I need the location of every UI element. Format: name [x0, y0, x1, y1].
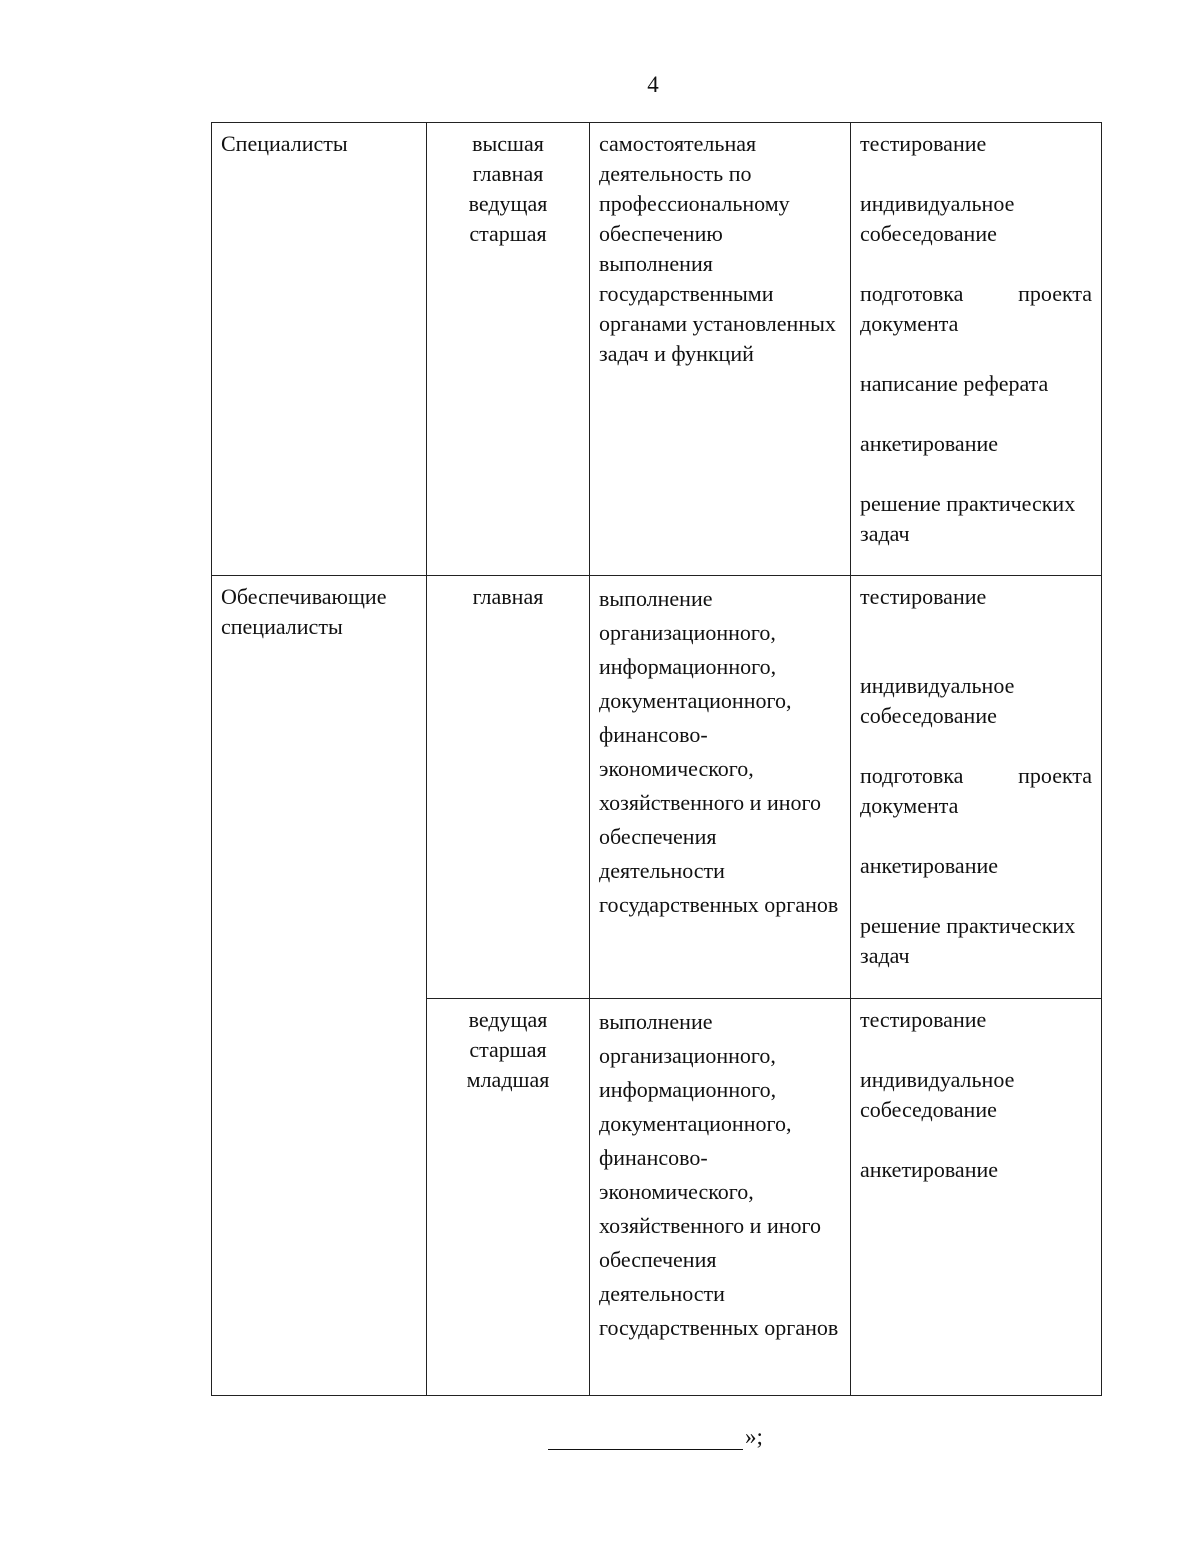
signature-underline — [548, 1427, 743, 1450]
method-item: индивидуальное собеседование — [860, 1067, 1015, 1122]
table-row — [212, 576, 1102, 999]
grade-item: высшая — [472, 131, 544, 156]
grade-item: главная — [472, 584, 544, 609]
method-item: подготовка проекта документа — [860, 281, 1092, 336]
page-number: 4 — [647, 72, 659, 97]
grade-item: главная — [472, 161, 544, 186]
function-cell — [590, 576, 851, 999]
grades-cell — [427, 576, 590, 999]
method-item: решение практических задач — [860, 491, 1076, 546]
table-row — [212, 123, 1102, 576]
grade-item: ведущая — [468, 1007, 548, 1032]
methods-cell — [851, 123, 1102, 576]
methods-cell — [851, 576, 1102, 999]
grade-item: ведущая — [468, 191, 548, 216]
method-item: тестирование — [860, 131, 987, 156]
methods-cell — [851, 999, 1102, 1396]
function-text: выполнение организационного, информационного, документационного, финансово-экономического, хозяйственного и иного обеспечения деятельности государственных органов — [599, 586, 839, 917]
closing-quote: »; — [745, 1424, 763, 1449]
method-item: тестирование — [860, 584, 987, 609]
method-item: анкетирование — [860, 853, 999, 878]
method-item: индивидуальное собеседование — [860, 673, 1015, 728]
function-cell — [590, 999, 851, 1396]
category-label: Специалисты — [221, 131, 348, 156]
method-item: решение практических задач — [860, 913, 1076, 968]
method-item: индивидуальное собеседование — [860, 191, 1015, 246]
method-item: анкетирование — [860, 431, 999, 456]
function-text: выполнение организационного, информационного, документационного, финансово-экономического, хозяйственного и иного обеспечения деятельности государственных органов — [599, 1009, 839, 1340]
closing-mark — [548, 1424, 763, 1450]
grades-cell — [427, 123, 590, 576]
function-text: самостоятельная деятельность по профессиональному обеспечению выполнения государственными органами установленных задач и функций — [599, 131, 836, 366]
method-item: тестирование — [860, 1007, 987, 1032]
category-label: Обеспечивающие специалисты — [221, 584, 387, 639]
method-item: написание реферата — [860, 371, 1049, 396]
grade-item: старшая — [469, 1037, 547, 1062]
category-cell — [212, 576, 427, 1396]
method-item: подготовка проекта документа — [860, 763, 1092, 818]
qualification-table — [211, 122, 1102, 1396]
grades-cell — [427, 999, 590, 1396]
category-cell — [212, 123, 427, 576]
method-item: анкетирование — [860, 1157, 999, 1182]
grade-item: младшая — [466, 1067, 550, 1092]
function-cell — [590, 123, 851, 576]
grade-item: старшая — [469, 221, 547, 246]
